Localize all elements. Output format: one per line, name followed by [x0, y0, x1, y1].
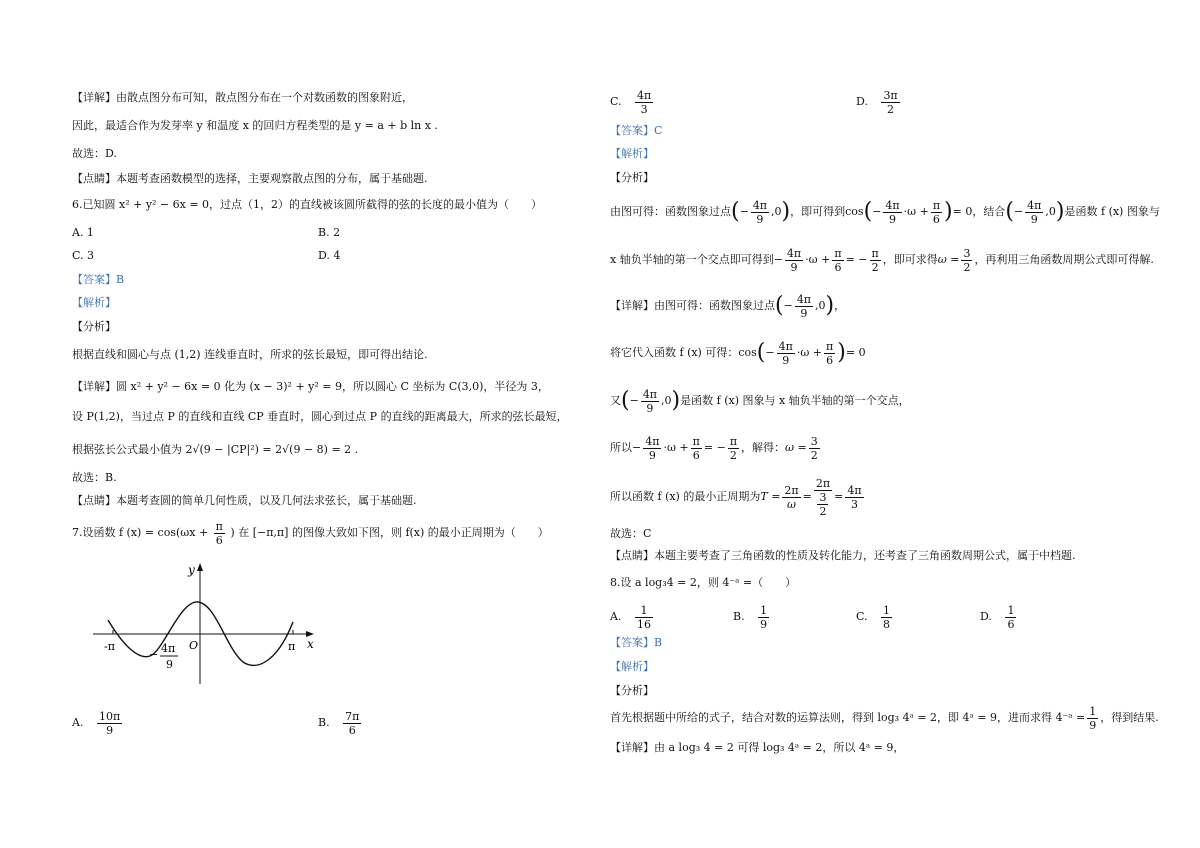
q7-detail-line5: [610, 474, 866, 520]
q8-option-c-fraction: [881, 604, 892, 631]
den: 6: [826, 353, 834, 367]
q8-analysis-a: 首先根据题中所给的式子，结合对数的运算法则，得到 log₃ 4ᵃ = 2，即 4ᵃ = 9，进而求得 4⁻ᵃ =: [610, 711, 1086, 724]
q7-detail-line1: [610, 286, 845, 326]
num: π: [834, 246, 842, 260]
den: 9: [1089, 718, 1097, 732]
q7-option-a: [72, 703, 124, 743]
omega-plus: ·ω +: [805, 253, 831, 266]
q7-jiexi: 【解析】: [610, 147, 654, 160]
q8-option-a-fraction: [635, 604, 653, 631]
q6-option-b: B. 2: [318, 226, 341, 239]
frac-4pi-9: [883, 199, 901, 226]
q5-choice: 故选：D.: [72, 147, 117, 160]
num: 4π: [642, 387, 658, 401]
den: 2: [819, 504, 827, 518]
minus: −: [629, 394, 639, 407]
num: 1: [1007, 603, 1015, 617]
q7-option-c-label: C.: [610, 95, 622, 108]
frac-pi-2: [728, 435, 739, 462]
q7-option-a-num: 10π: [98, 709, 121, 723]
q7-option-b-label: B.: [318, 716, 330, 729]
q7-option-b-num: 7π: [345, 709, 360, 723]
den: 9: [760, 617, 768, 631]
eq: =: [802, 490, 812, 503]
num: 4π: [786, 246, 802, 260]
num: 4π: [847, 483, 862, 497]
q7-option-b-fraction: [343, 710, 361, 737]
frac-4pi-9: [777, 340, 795, 367]
q7-option-c-fraction: [635, 89, 653, 116]
q7-detail-2: 将它代入函数 f (x) 可得：: [610, 346, 739, 359]
paren-close: ): [837, 340, 846, 365]
cosine-graph: [88, 560, 323, 690]
num: π: [729, 434, 738, 448]
q8-jiexi: 【解析】: [610, 660, 654, 673]
num: π: [871, 246, 879, 260]
q7-fenxi: 【分析】: [610, 171, 654, 184]
q7-stem-part1: 7.设函数 f (x) = cos(ωx +: [72, 526, 209, 539]
frac-4pi-3: [845, 484, 863, 511]
paren-close: ): [944, 199, 953, 224]
den: 6: [692, 448, 700, 462]
num: 4π: [752, 198, 768, 212]
frac-pi-6: [691, 435, 702, 462]
q8-option-d: [980, 597, 1018, 637]
q8-option-a: [610, 597, 655, 637]
minus: −: [1013, 205, 1024, 218]
q5-comment: 【点睛】本题考查函数模型的选择，主要观察散点图的分布，属于基础题.: [72, 172, 428, 185]
paren-open: (: [1005, 199, 1014, 224]
minus: −: [632, 441, 642, 454]
q8-option-c: [856, 597, 894, 637]
frac-pi-6: [931, 199, 942, 226]
q6-analysis: 根据直线和圆心与点 (1,2) 连线垂直时，所求的弦长最短，即可得出结论.: [72, 348, 428, 361]
frac-2pi-omega: [782, 484, 800, 511]
q7-stem-fraction-num: π: [215, 519, 223, 533]
omega-eq: ω =: [937, 253, 960, 266]
num: π: [692, 434, 700, 448]
q8-stem: 8.设 a log₃4 = 2，则 4⁻ᵃ =（ ）: [610, 576, 797, 589]
den: 9: [648, 448, 656, 462]
T-eq: T =: [760, 490, 781, 503]
num: 3: [810, 434, 818, 448]
q7-analysis-1b: ，即可得到: [790, 205, 846, 218]
q7-option-d-den: 2: [887, 102, 895, 116]
q6-option-a: A. 1: [72, 226, 94, 239]
frac-pi-6: [832, 247, 843, 274]
minus: −: [765, 346, 775, 359]
q6-fenxi: 【分析】: [72, 320, 116, 333]
den: 9: [800, 306, 808, 320]
omega-eq: ω =: [785, 441, 807, 454]
q6-detail-line2: 设 P(1,2)，当过点 P 的直线和直线 CP 垂直时，圆心到过点 P 的直线的距离最大，所求的弦长最短，: [72, 410, 568, 423]
comma-zero: ,0: [771, 205, 782, 218]
q7-analysis-line1: [610, 192, 1160, 232]
q6-option-c: C. 3: [72, 249, 95, 262]
graph-root-den: 9: [166, 658, 173, 671]
q7-option-c-den: 3: [640, 102, 648, 116]
graph-origin-label: O: [189, 639, 199, 652]
den: 2: [810, 448, 818, 462]
q6-comment: 【点睛】本题考查圆的简单几何性质，以及几何法求弦长，属于基础题.: [72, 494, 417, 507]
num: 4π: [885, 198, 900, 212]
q7-analysis-2b: ，即可求得: [882, 253, 938, 266]
q6-detail-line3: 根据弦长公式最小值为 2√(9 − |CP|²) = 2√(9 − 8) = 2 .: [72, 443, 359, 456]
q6-choice: 故选：B.: [72, 471, 117, 484]
q7-stem-part2: ) 在 [−π,π] 的图像大致如下图，则 f(x) 的最小正周期为（ ）: [230, 526, 549, 539]
q7-detail-line2: [610, 333, 866, 373]
q7-option-a-den: 9: [106, 723, 114, 737]
q7-option-d-num: 3π: [883, 88, 898, 102]
den: 8: [883, 617, 891, 631]
num: 1: [635, 604, 653, 618]
graph-root-num: 4π: [161, 642, 176, 655]
q8-option-d-label: D.: [980, 610, 992, 623]
q6-detail-line1: 【详解】圆 x² + y² − 6x = 0 化为 (x − 3)² + y² = 9，所以圆心 C 坐标为 C(3,0)，半径为 3，: [72, 380, 549, 393]
den-compound: [814, 491, 832, 518]
num: 2π: [815, 476, 831, 490]
minus: −: [773, 253, 783, 266]
omega-plus: ·ω +: [663, 441, 689, 454]
eq0: = 0: [845, 346, 866, 359]
den: 3: [850, 497, 858, 511]
frac-pi-6: [824, 340, 835, 367]
comma-zero: ,0: [815, 299, 826, 312]
num: 4π: [645, 434, 660, 448]
den: 9: [790, 260, 798, 274]
q6-jiexi: 【解析】: [72, 296, 116, 309]
den: 9: [646, 401, 654, 415]
den: 2: [871, 260, 879, 274]
den: 16: [636, 617, 651, 631]
graph-pi-label: π: [288, 640, 296, 653]
frac-4pi-9: [785, 247, 803, 274]
q7-option-c: [610, 82, 655, 122]
den: 9: [889, 212, 896, 226]
frac-4pi-9: [751, 199, 769, 226]
q7-option-b-den: 6: [348, 723, 356, 737]
q8-option-b: [733, 597, 771, 637]
comma-zero: ,0: [1045, 205, 1056, 218]
num: 1: [1089, 704, 1097, 718]
frac-pi-2: [870, 247, 881, 274]
minus: −: [872, 205, 882, 218]
q8-option-a-label: A.: [610, 610, 622, 623]
q8-option-d-fraction: [1005, 604, 1016, 631]
num: 2π: [784, 483, 799, 497]
num: 4π: [1027, 198, 1042, 212]
q8-analysis-b: ，得到结果.: [1100, 711, 1159, 724]
frac-4pi-9: [1025, 199, 1043, 226]
q8-analysis: [610, 698, 1159, 738]
num: 4π: [796, 292, 812, 306]
paren-open: (: [621, 388, 630, 413]
frac-3-2: [809, 435, 820, 462]
frac-1-9: [1087, 705, 1098, 732]
frac-4pi-9: [795, 293, 813, 320]
q7-detail-3a: 又: [610, 394, 621, 407]
q7-analysis-2c: ，再利用三角函数周期公式即可得解.: [974, 253, 1154, 266]
q7-answer: 【答案】C: [610, 124, 663, 137]
q7-detail-line3: [610, 381, 910, 421]
comma: ，: [834, 299, 846, 312]
den: 6: [1007, 617, 1015, 631]
q6-answer: 【答案】B: [72, 273, 125, 286]
num: 4π: [778, 339, 793, 353]
q7-detail-5a: 所以函数 f (x) 的最小正周期为: [610, 490, 761, 503]
q7-stem-fraction-den: 6: [215, 533, 223, 547]
den: 9: [782, 353, 790, 367]
num: 3: [963, 246, 971, 260]
q5-detail-line2: 因此，最适合作为发芽率 y 和温度 x 的回归方程类型的是 y = a + b ln x .: [72, 119, 438, 132]
den: 6: [932, 212, 940, 226]
den: ω: [787, 497, 797, 511]
num: 3: [819, 490, 827, 504]
paren-open: (: [731, 199, 740, 224]
den: 2: [963, 260, 971, 274]
num: 1: [760, 603, 768, 617]
q7-choice: 故选：C: [610, 527, 652, 540]
num: π: [826, 339, 834, 353]
minus: −: [783, 299, 793, 312]
paren-open: (: [756, 340, 766, 365]
q7-option-b: [318, 703, 363, 743]
q7-stem-fraction: [214, 520, 225, 547]
minus: −: [739, 205, 749, 218]
num: π: [932, 198, 941, 212]
q7-stem: [72, 513, 549, 553]
q7-option-d-fraction: [881, 89, 899, 116]
q8-detail: 【详解】由 a log₃ 4 = 2 可得 log₃ 4ᵃ = 2，所以 4ᵃ = 9，: [610, 741, 905, 754]
q8-answer: 【答案】B: [610, 636, 663, 649]
num: 1: [883, 603, 891, 617]
q8-option-b-fraction: [758, 604, 769, 631]
den: 9: [756, 212, 764, 226]
den: 9: [1030, 212, 1038, 226]
paren-open: (: [775, 293, 784, 318]
frac-4pi-9: [641, 388, 659, 415]
q7-detail-1: 【详解】由图可得：函数图象过点: [610, 299, 775, 312]
paren-close: ): [1055, 199, 1065, 224]
q8-option-b-label: B.: [733, 610, 745, 623]
q7-analysis-line2: [610, 240, 1154, 280]
omega-plus: ·ω +: [796, 346, 823, 359]
frac-3-2: [817, 491, 828, 518]
q6-option-d: D. 4: [318, 249, 341, 262]
graph-x-label: x: [307, 637, 314, 651]
frac-2pi-3over2: [814, 477, 832, 518]
comma-zero: ,0: [661, 394, 672, 407]
graph-root-minus: −: [149, 648, 159, 661]
y-axis-arrow: [197, 563, 203, 571]
graph-neg-pi-label: -π: [104, 640, 115, 653]
paren-close: ): [671, 388, 681, 413]
paren-close: ): [825, 293, 835, 318]
den: 2: [729, 448, 737, 462]
den: 6: [834, 260, 842, 274]
cos: cos: [845, 205, 864, 218]
paren-open: (: [863, 199, 873, 224]
eq-neg: = −: [845, 253, 868, 266]
q6-stem: 6.已知圆 x² + y² − 6x = 0，过点（1，2）的直线被该圆所截得的弦的长度的最小值为（ ）: [72, 198, 543, 211]
q7-option-c-num: 4π: [637, 88, 652, 102]
eq-neg: = −: [703, 441, 726, 454]
q7-analysis-1a: 由图可得：函数图象过点: [610, 205, 731, 218]
q5-detail-line1: 【详解】由散点图分布可知，散点图分布在一个对数函数的图象附近，: [72, 91, 413, 104]
eq: =: [834, 490, 844, 503]
cos: cos: [738, 346, 757, 359]
frac-3-2: [961, 247, 972, 274]
q8-option-c-label: C.: [856, 610, 868, 623]
q7-detail-4a: 所以: [610, 441, 632, 454]
q7-analysis-1d: 是函数 f (x) 图象与: [1064, 205, 1160, 218]
graph-y-label: y: [188, 563, 195, 577]
q7-analysis-1c: = 0，结合: [952, 205, 1006, 218]
q8-fenxi: 【分析】: [610, 684, 654, 697]
q7-analysis-2a: x 轴负半轴的第一个交点即可得到: [610, 253, 774, 266]
omega-plus: ·ω +: [903, 205, 929, 218]
q7-detail-line4: [610, 428, 822, 468]
frac-4pi-9: [643, 435, 661, 462]
q7-comment: 【点睛】本题主要考查了三角函数的性质及转化能力，还考查了三角函数周期公式，属于中档题.: [610, 549, 1076, 562]
paren-close: ): [781, 199, 791, 224]
q7-detail-3b: 是函数 f (x) 图象与 x 轴负半轴的第一个交点，: [680, 394, 910, 407]
q7-option-d: [856, 82, 902, 122]
q7-option-a-label: A.: [72, 716, 84, 729]
q7-detail-4b: ，解得：: [741, 441, 786, 454]
q7-option-a-fraction: [97, 710, 122, 737]
q7-option-d-label: D.: [856, 95, 868, 108]
